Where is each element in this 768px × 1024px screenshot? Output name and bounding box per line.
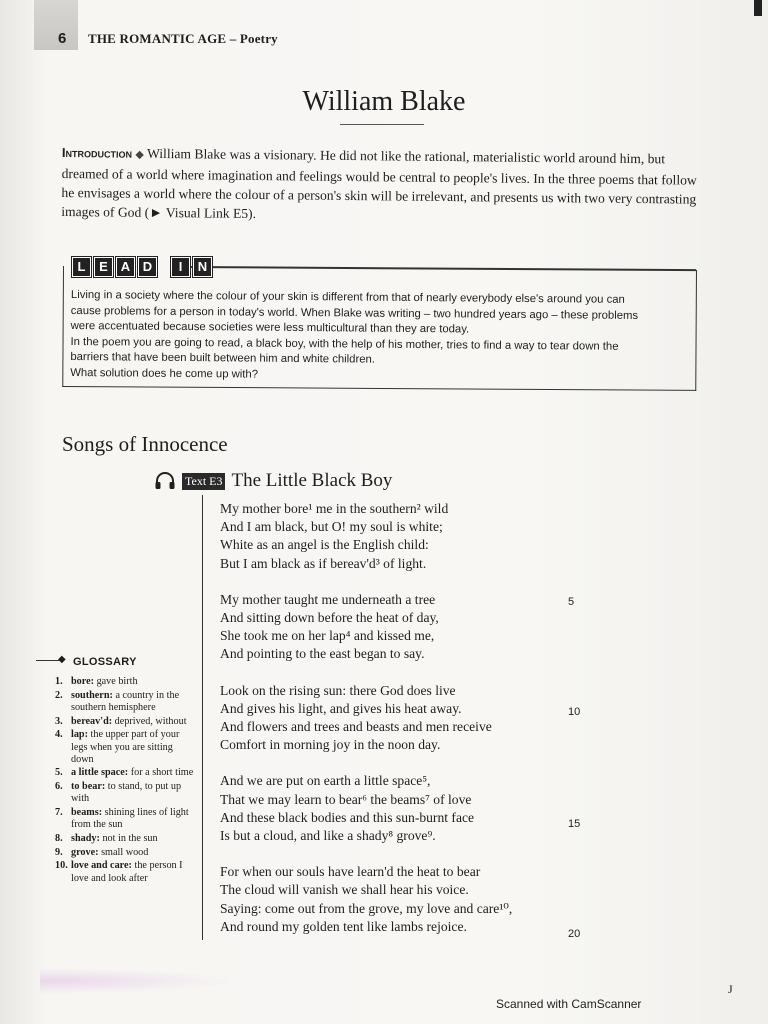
lead-in-tag-letter: A [116, 257, 135, 277]
glossary-item [55, 781, 195, 805]
glossary-number: 5. [55, 767, 63, 779]
glossary-item [55, 690, 195, 714]
glossary-number: 8. [55, 832, 63, 844]
poem-line: And sitting down before the heat of day, [220, 610, 439, 626]
glossary-definition: the person I love and look after [71, 860, 183, 884]
section-title: Songs of Innocence [62, 432, 228, 456]
introduction-text: William Blake was a visionary. He did not like the rational, materialistic world around him, but dreamed of a world where imagination and feelings would be central to people's lives. In the three poems that follow he envisages a world where the colour of a person's skin will be irrelevant, and presents us with two very contrasting images of God (► Visual Link E5). [61, 145, 697, 222]
glossary-term: grove: [71, 846, 99, 858]
poem-line: She took me on her lap⁴ and kissed me, [220, 628, 435, 644]
headphones-icon [154, 471, 176, 491]
lead-in-text [70, 288, 693, 387]
poem-line: And flowers and trees and beasts and men receive [220, 719, 492, 735]
glossary-item [55, 807, 195, 831]
stanza [220, 682, 550, 755]
glossary-definition: deprived, without [114, 715, 187, 727]
page-number: 6 [58, 30, 67, 47]
poem-line: The cloud will vanish we shall hear his voice. [220, 882, 469, 898]
page-title: William Blake [302, 86, 466, 117]
glossary-number: 4. [55, 729, 63, 741]
stanza [220, 591, 550, 664]
poem-line: Saying: come out from the grove, my love and care¹⁰, [220, 900, 513, 916]
lead-in-line: barriers that have been built between him and white children. [70, 351, 376, 367]
poem-line: Look on the rising sun: there God does live [220, 682, 456, 698]
poem-heading [154, 470, 392, 492]
glossary-term: beams: [71, 807, 103, 819]
glossary-definition: shining lines of light from the sun [71, 807, 189, 831]
lead-in-tag-letter: E [94, 257, 113, 277]
lead-in-line: cause problems for a person in today's world. When Blake was writing – two hundred years ago – these problems [70, 304, 639, 322]
poem-line: And I am black, but O! my soul is white; [220, 519, 443, 535]
poem-title: The Little Black Boy [231, 470, 393, 491]
glossary-item [55, 833, 195, 845]
glossary-item [55, 676, 195, 688]
lead-in-tag-letter: D [138, 257, 157, 277]
glossary-definition: for a short time [130, 767, 194, 779]
glossary-item [55, 860, 195, 884]
glossary-number: 9. [55, 846, 63, 858]
glossary-term: shady: [71, 832, 100, 844]
poem-line: My mother taught me underneath a tree [220, 591, 436, 607]
poem-line: For when our souls have learn'd the heat to bear [220, 864, 481, 880]
glossary-rule [36, 660, 60, 661]
introduction [61, 143, 702, 228]
poem-line: And round my golden tent like lambs rejoice. [220, 918, 467, 934]
lead-in-line: Living in a society where the colour of your skin is different from that of nearly everybody else's around you can [70, 288, 625, 306]
glossary-term: a little space: [71, 767, 129, 779]
page-corner-tab [34, 0, 78, 50]
glossary-term: love and care: [71, 860, 132, 872]
lead-in-tag-gap [160, 257, 168, 275]
lead-in-tag-letter: N [193, 257, 212, 277]
lead-in-line: In the poem you are going to read, a black boy, with the help of his mother, tries to find a way to tear down the [70, 335, 619, 353]
glossary-term: southern: [71, 689, 113, 701]
glossary-item [55, 729, 195, 766]
glossary-item [55, 847, 195, 859]
glossary-item [55, 716, 195, 728]
glossary-number: 10. [55, 860, 68, 872]
line-number: 10 [568, 706, 581, 718]
glossary-definition: the upper part of your legs when you are sitting down [71, 729, 180, 765]
line-number: 15 [568, 818, 581, 830]
lead-in-line: What solution does he come up with? [70, 366, 259, 381]
poem-line: And pointing to the east began to say. [220, 646, 425, 662]
glossary-definition: a country in the southern hemisphere [71, 689, 180, 713]
glossary-number: 3. [55, 715, 63, 727]
poem-margin-rule [202, 495, 203, 940]
glossary-term: bereav'd: [71, 715, 113, 727]
glossary-definition: to stand, to put up with [71, 781, 182, 805]
glossary-definition: small wood [101, 846, 149, 858]
glossary-number: 1. [55, 676, 63, 687]
glossary-list [55, 676, 195, 886]
poem-line: That we may learn to bear⁶ the beams⁷ of love [220, 791, 472, 807]
poem-line: Comfort in morning joy in the noon day. [220, 737, 441, 753]
scan-smudge [40, 968, 240, 994]
poem-body [220, 500, 550, 954]
lead-in-line: were accentuated because societies were less multicultural than they are today. [70, 320, 470, 336]
glossary-number: 6. [55, 781, 63, 793]
diamond-icon: ◆ [135, 148, 144, 161]
poem-line: Is but a cloud, and like a shady⁸ grove⁹. [220, 828, 436, 844]
poem-line: And gives his light, and gives his heat away. [220, 700, 462, 716]
lead-in-tag-letter: L [72, 257, 91, 277]
lead-in-tag-letter: I [171, 257, 190, 277]
glossary-number: 7. [55, 807, 63, 819]
line-number: 20 [568, 928, 581, 940]
line-number: 5 [568, 596, 575, 608]
poem-line: My mother bore¹ me in the southern² wild [220, 501, 449, 516]
glossary-title: GLOSSARY [73, 656, 137, 668]
running-head: THE ROMANTIC AGE – Poetry [88, 31, 278, 46]
poem-line: White as an angel is the English child: [220, 537, 429, 553]
glossary-term: to bear: [71, 781, 106, 793]
introduction-label: Introduction [61, 144, 133, 161]
poem-line: And these black bodies and this sun-burnt face [220, 809, 475, 825]
stanza [220, 863, 550, 936]
poem-line: But I am black as if bereav'd³ of light. [220, 555, 427, 571]
text-badge: Text E3 [182, 473, 225, 490]
glossary-item [55, 767, 195, 779]
glossary-definition: gave birth [96, 676, 138, 687]
edge-mark [754, 0, 762, 16]
glossary-number: 2. [55, 689, 63, 701]
corner-mark: J [728, 982, 733, 996]
glossary-term: bore: [71, 676, 95, 687]
title-underline [340, 124, 424, 125]
scanner-note: Scanned with CamScanner [496, 997, 642, 1011]
stanza [220, 500, 550, 573]
lead-in-tag [72, 257, 212, 277]
glossary-definition: not in the sun [102, 832, 158, 844]
diamond-icon: ◆ [58, 654, 66, 665]
poem-line: And we are put on earth a little space⁵, [220, 773, 431, 789]
glossary-term: lap: [71, 729, 88, 741]
stanza [220, 772, 550, 845]
